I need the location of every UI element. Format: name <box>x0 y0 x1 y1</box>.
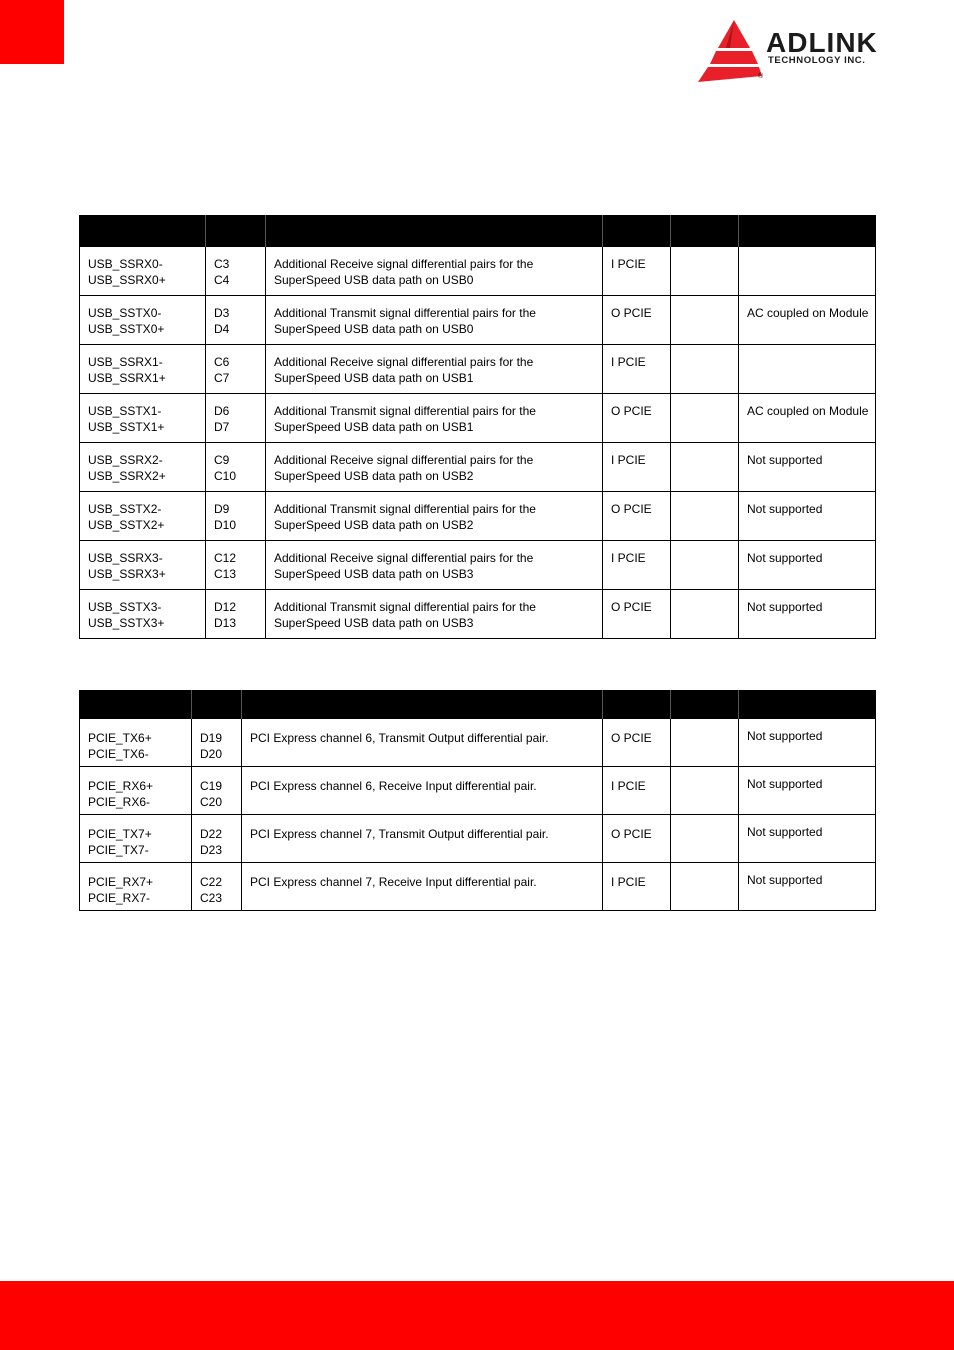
header-cell <box>739 690 876 719</box>
pin-cell: C19 C20 <box>192 767 242 815</box>
description-cell: Additional Receive signal differential pairs for the SuperSpeed USB data path on USB2 <box>266 443 603 492</box>
power-rail-cell <box>671 443 739 492</box>
io-type-cell: I PCIE <box>603 767 671 815</box>
header-cell <box>80 690 192 719</box>
pin-cell: D19 D20 <box>192 719 242 767</box>
io-type-cell: I PCIE <box>603 345 671 394</box>
header-cell <box>192 690 242 719</box>
description-cell: Additional Receive signal differential pairs for the SuperSpeed USB data path on USB1 <box>266 345 603 394</box>
comment-cell: AC coupled on Module <box>739 296 876 345</box>
description-cell: Additional Transmit signal differential pairs for the SuperSpeed USB data path on USB2 <box>266 492 603 541</box>
header-cell <box>80 215 206 247</box>
signal-name-cell: PCIE_RX6+ PCIE_RX6- <box>80 767 192 815</box>
brand-tagline: TECHNOLOGY INC. <box>768 55 866 66</box>
table-row <box>80 492 876 541</box>
description-cell: PCI Express channel 7, Receive Input differential pair. <box>242 863 603 911</box>
signal-name-cell: USB_SSRX0- USB_SSRX0+ <box>80 247 206 296</box>
io-type-cell: I PCIE <box>603 541 671 590</box>
footer-band <box>0 1281 954 1350</box>
power-rail-cell <box>671 541 739 590</box>
pin-cell: C12 C13 <box>206 541 266 590</box>
comment-cell: Not supported <box>739 719 876 767</box>
table-row <box>80 767 876 815</box>
table-header-row <box>80 690 876 719</box>
io-type-cell: I PCIE <box>603 247 671 296</box>
table-row <box>80 719 876 767</box>
comment-cell: Not supported <box>739 863 876 911</box>
comment-cell: AC coupled on Module <box>739 394 876 443</box>
power-rail-cell <box>671 590 739 639</box>
table-row <box>80 443 876 492</box>
description-cell: Additional Transmit signal differential pairs for the SuperSpeed USB data path on USB0 <box>266 296 603 345</box>
io-type-cell: I PCIE <box>603 863 671 911</box>
io-type-cell: O PCIE <box>603 394 671 443</box>
pin-cell: C6 C7 <box>206 345 266 394</box>
corner-accent-block <box>0 0 64 64</box>
power-rail-cell <box>671 719 739 767</box>
table-row <box>80 541 876 590</box>
io-type-cell: O PCIE <box>603 590 671 639</box>
power-rail-cell <box>671 296 739 345</box>
table-header-row <box>80 215 876 247</box>
adlink-logo <box>696 18 911 84</box>
table-row <box>80 247 876 296</box>
comment-cell: Not supported <box>739 815 876 863</box>
header-cell <box>739 215 876 247</box>
header-cell <box>603 215 671 247</box>
header-cell <box>671 215 739 247</box>
brand-name: ADLINK <box>766 27 878 58</box>
pin-cell: C3 C4 <box>206 247 266 296</box>
usb-superspeed-table <box>79 215 876 639</box>
power-rail-cell <box>671 815 739 863</box>
signal-name-cell: USB_SSTX0- USB_SSTX0+ <box>80 296 206 345</box>
power-rail-cell <box>671 345 739 394</box>
power-rail-cell <box>671 863 739 911</box>
signal-name-cell: USB_SSRX1- USB_SSRX1+ <box>80 345 206 394</box>
io-type-cell: O PCIE <box>603 815 671 863</box>
pin-cell: D6 D7 <box>206 394 266 443</box>
header-cell <box>266 215 603 247</box>
comment-cell: Not supported <box>739 767 876 815</box>
table-row <box>80 590 876 639</box>
header-cell <box>603 690 671 719</box>
comment-cell: Not supported <box>739 590 876 639</box>
signal-name-cell: USB_SSTX2- USB_SSTX2+ <box>80 492 206 541</box>
header-cell <box>242 690 603 719</box>
io-type-cell: O PCIE <box>603 492 671 541</box>
signal-name-cell: PCIE_TX7+ PCIE_TX7- <box>80 815 192 863</box>
signal-name-cell: USB_SSRX2- USB_SSRX2+ <box>80 443 206 492</box>
comment-cell: Not supported <box>739 541 876 590</box>
power-rail-cell <box>671 394 739 443</box>
table-row <box>80 345 876 394</box>
signal-name-cell: USB_SSTX1- USB_SSTX1+ <box>80 394 206 443</box>
table-row <box>80 394 876 443</box>
table-row <box>80 815 876 863</box>
registered-mark: ® <box>758 73 764 80</box>
comment-cell <box>739 345 876 394</box>
pcie-signal-table <box>79 690 876 911</box>
description-cell: Additional Receive signal differential pairs for the SuperSpeed USB data path on USB0 <box>266 247 603 296</box>
power-rail-cell <box>671 767 739 815</box>
pin-cell: D22 D23 <box>192 815 242 863</box>
comment-cell <box>739 247 876 296</box>
io-type-cell: O PCIE <box>603 719 671 767</box>
description-cell: Additional Transmit signal differential pairs for the SuperSpeed USB data path on USB1 <box>266 394 603 443</box>
header-cell <box>206 215 266 247</box>
pin-cell: D12 D13 <box>206 590 266 639</box>
signal-name-cell: PCIE_TX6+ PCIE_TX6- <box>80 719 192 767</box>
table-row <box>80 863 876 911</box>
signal-name-cell: PCIE_RX7+ PCIE_RX7- <box>80 863 192 911</box>
io-type-cell: O PCIE <box>603 296 671 345</box>
pin-cell: D3 D4 <box>206 296 266 345</box>
description-cell: PCI Express channel 7, Transmit Output differential pair. <box>242 815 603 863</box>
pin-cell: C22 C23 <box>192 863 242 911</box>
comment-cell: Not supported <box>739 492 876 541</box>
description-cell: Additional Transmit signal differential pairs for the SuperSpeed USB data path on USB3 <box>266 590 603 639</box>
adlink-triangle-icon <box>696 18 762 84</box>
signal-name-cell: USB_SSTX3- USB_SSTX3+ <box>80 590 206 639</box>
pin-cell: C9 C10 <box>206 443 266 492</box>
power-rail-cell <box>671 247 739 296</box>
io-type-cell: I PCIE <box>603 443 671 492</box>
description-cell: Additional Receive signal differential pairs for the SuperSpeed USB data path on USB3 <box>266 541 603 590</box>
comment-cell: Not supported <box>739 443 876 492</box>
header-cell <box>671 690 739 719</box>
table-row <box>80 296 876 345</box>
description-cell: PCI Express channel 6, Receive Input differential pair. <box>242 767 603 815</box>
description-cell: PCI Express channel 6, Transmit Output differential pair. <box>242 719 603 767</box>
power-rail-cell <box>671 492 739 541</box>
signal-name-cell: USB_SSRX3- USB_SSRX3+ <box>80 541 206 590</box>
pin-cell: D9 D10 <box>206 492 266 541</box>
